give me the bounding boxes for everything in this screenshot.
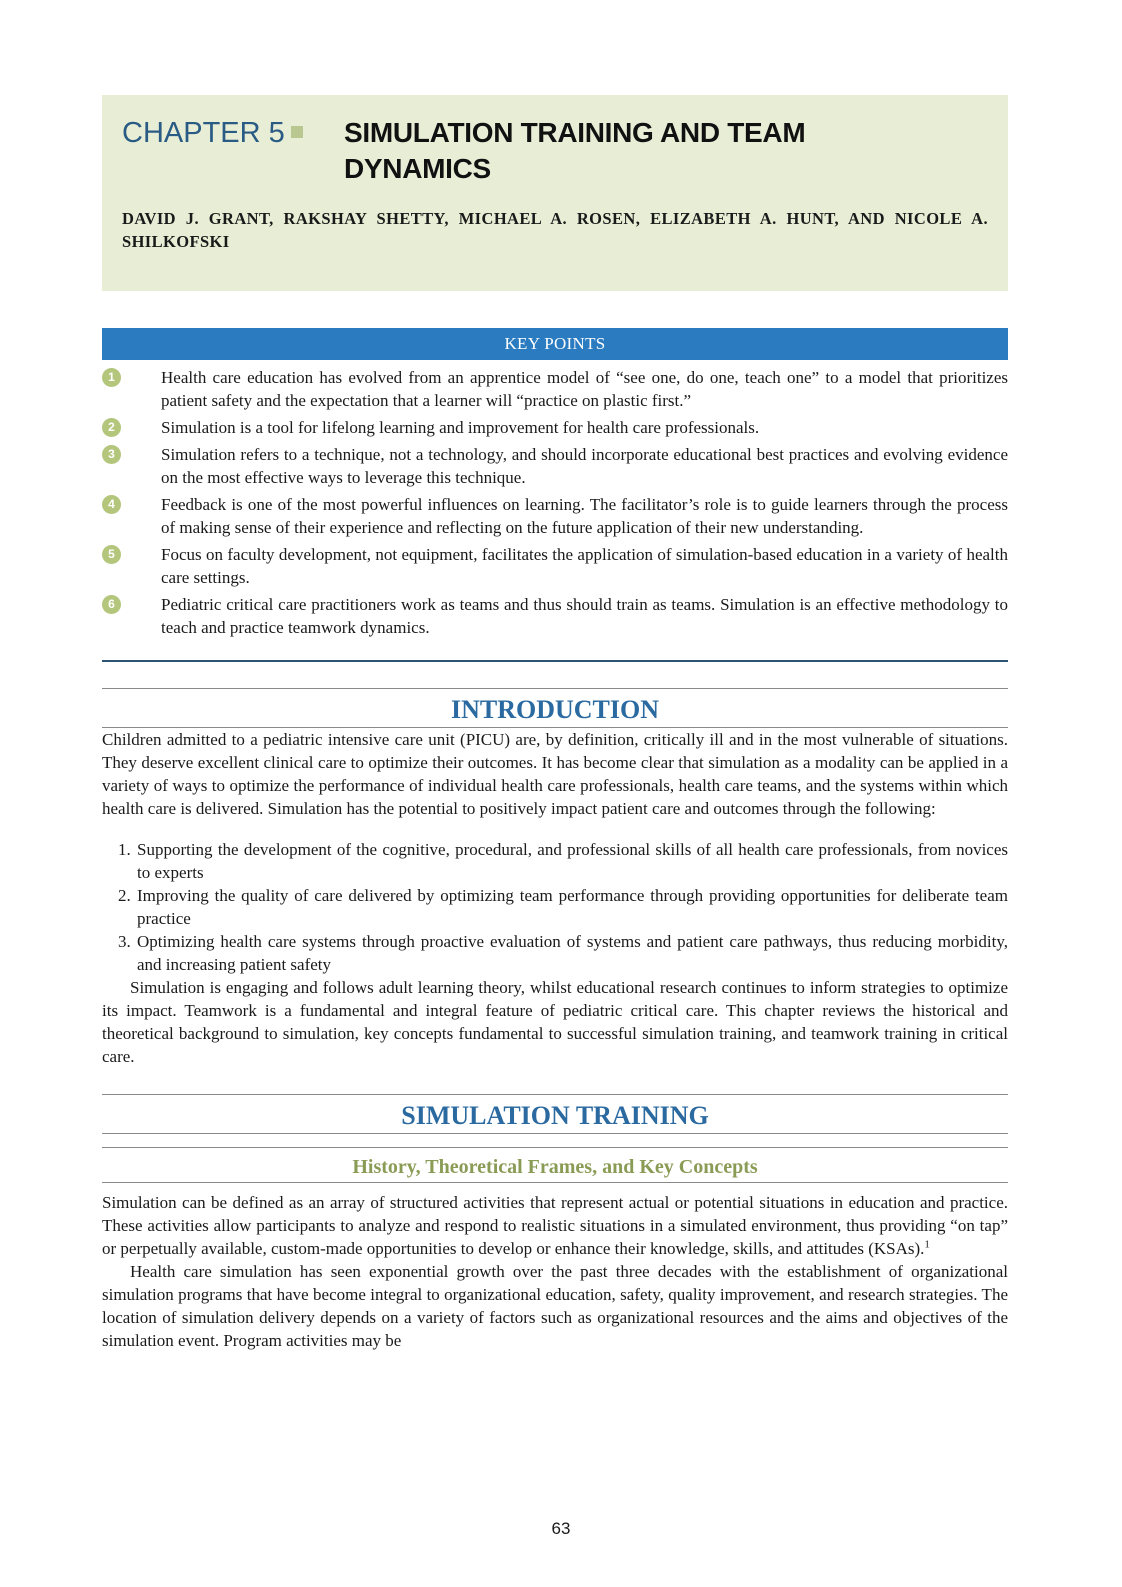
- key-point-text: Simulation refers to a technique, not a technology, and should incorporate educational best practices and evolving evidence on the most effective ways to leverage this technique.: [161, 445, 1008, 487]
- simulation-paragraph-2: Health care simulation has seen exponential growth over the past three decades with the establishment of organizational simulation programs that have become integral to organizational education, safety, quality improvement, and research strategies. The location of simulation delivery depends on a variety of factors such as organizational resources and the aims and objectives of the simulation event. Program activities may be: [102, 1262, 1008, 1350]
- chapter-authors: DAVID J. GRANT, RAKSHAY SHETTY, MICHAEL A. ROSEN, ELIZABETH A. HUNT, AND NICOLE A. SHILKOFSKI: [122, 209, 988, 251]
- key-point-number-badge: 3: [102, 445, 121, 464]
- key-point-text: Simulation is a tool for lifelong learning and improvement for health care professionals.: [161, 418, 760, 437]
- key-point-number-badge: 1: [102, 368, 121, 387]
- introduction-heading: INTRODUCTION: [102, 688, 1008, 728]
- chapter-title-row: [122, 115, 988, 187]
- introduction-list-item: 3. Optimizing health care systems through proactive evaluation of systems and patient care pathways, thus reducing morbidity, and increasing patient safety: [135, 930, 1008, 976]
- simulation-paragraph-1-text: Simulation can be defined as an array of structured activities that represent actual or potential situations in education and practice. These activities allow participants to analyze and respond to realistic situations in a simulated environment, thus providing “on tap” or perpetually available, custom-made opportunities to develop or enhance their knowledge, skills, and attitudes (KSAs).: [102, 1193, 1008, 1258]
- chapter-label-text: CHAPTER 5: [122, 117, 285, 149]
- key-point-text: Pediatric critical care practitioners work as teams and thus should train as teams. Simulation is an effective methodology to teach and practice teamwork dynamics.: [161, 595, 1008, 637]
- key-point-number-badge: 4: [102, 495, 121, 514]
- footnote-reference: 1: [924, 1238, 930, 1251]
- chapter-label: [122, 115, 344, 151]
- key-point-item: [102, 366, 1008, 412]
- key-points-divider: [102, 660, 1008, 662]
- key-point-text: Focus on faculty development, not equipment, facilitates the application of simulation-based education in a variety of health care settings.: [161, 545, 1008, 587]
- introduction-paragraph-1: Children admitted to a pediatric intensive care unit (PICU) are, by definition, critically ill and in the most vulnerable of situations. They deserve excellent clinical care to optimize their outcomes. It has become clear that simulation as a modality can be applied in a variety of ways to optimize the performance of individual health care professionals, health care teams, and the systems within which health care is delivered. Simulation has the potential to positively impact patient care and outcomes through the following:: [102, 730, 1008, 818]
- key-points-list: [102, 366, 1008, 639]
- key-point-number-badge: 2: [102, 418, 121, 437]
- key-point-text: Health care education has evolved from an apprentice model of “see one, do one, teach one” to a model that prioritizes patient safety and the expectation that a learner will “practice on plastic first.”: [161, 368, 1008, 410]
- chapter-title-line1: SIMULATION TRAINING AND TEAM: [344, 117, 806, 148]
- introduction-list-item: 1. Supporting the development of the cognitive, procedural, and professional skills of all health care professionals, from novices to experts: [135, 838, 1008, 884]
- key-point-number-badge: 5: [102, 545, 121, 564]
- chapter-header-box: [102, 95, 1008, 291]
- introduction-paragraph-2: Simulation is engaging and follows adult learning theory, whilst educational research continues to inform strategies to optimize its impact. Teamwork is a fundamental and integral feature of pediatric critical care. This chapter reviews the historical and theoretical background to simulation, key concepts fundamental to successful simulation training, and teamwork training in critical care.: [102, 978, 1008, 1066]
- history-subheading: History, Theoretical Frames, and Key Concepts: [102, 1147, 1008, 1183]
- key-point-text: Feedback is one of the most powerful influences on learning. The facilitator’s role is to guide learners through the process of making sense of their experience and reflecting on the future application of their new understanding.: [161, 495, 1008, 537]
- key-point-item: [102, 493, 1008, 539]
- page-number: 63: [551, 1519, 571, 1538]
- key-point-item: [102, 543, 1008, 589]
- chapter-title: [344, 115, 805, 187]
- simulation-paragraph-1: [102, 1191, 1008, 1260]
- key-point-item: [102, 416, 1008, 439]
- introduction-list: [102, 838, 1008, 976]
- chapter-square-marker: [291, 126, 303, 138]
- page-content: [102, 95, 1008, 1352]
- introduction-list-item: 2. Improving the quality of care delivered by optimizing team performance through providing opportunities for deliberate team practice: [135, 884, 1008, 930]
- key-point-item: [102, 593, 1008, 639]
- key-point-number-badge: 6: [102, 595, 121, 614]
- simulation-training-heading: SIMULATION TRAINING: [102, 1094, 1008, 1134]
- chapter-title-line2: DYNAMICS: [344, 153, 491, 184]
- key-point-item: [102, 443, 1008, 489]
- key-points-header: KEY POINTS: [102, 328, 1008, 360]
